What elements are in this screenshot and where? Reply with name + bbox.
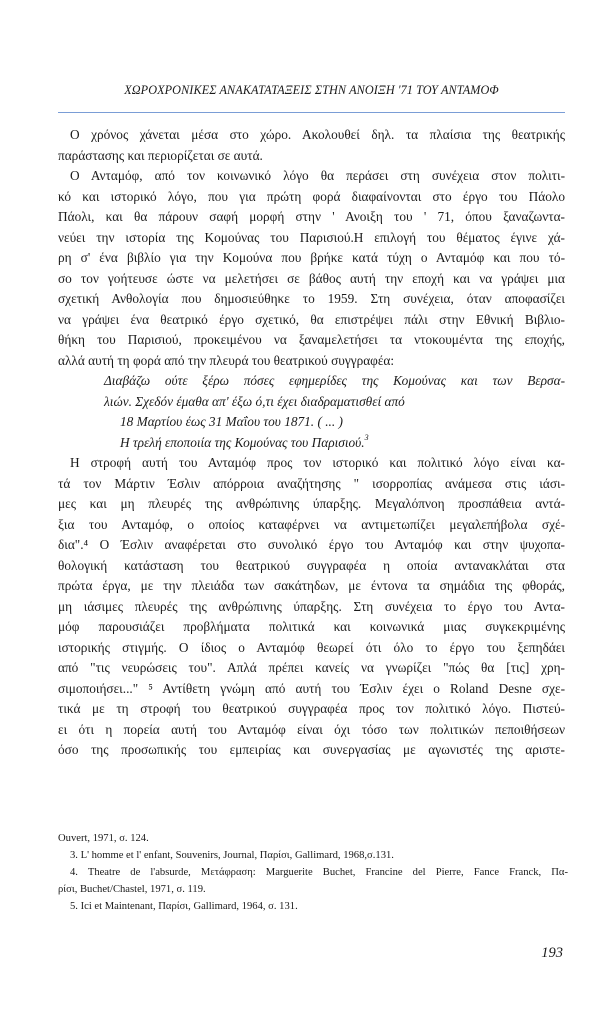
text-line: κό και ιστορικό λόγο, που για πρώτη φορά διαφαίνονται στο έργο του Πάολο (58, 188, 565, 204)
text-line: παράστασης και περιορίζεται σε αυτά. (58, 147, 263, 163)
text-line: όσο της προσωπικής του εμπειρίας και συνεργασίας με αγωνιστές της αριστε- (58, 742, 565, 757)
footnote-5: 5. Ici et Maintenant, Παρίσι, Gallimard, 1964, σ. 131. (70, 901, 298, 912)
text-line: από "τις νευρώσεις του". Απλά πρέπει κανείς να γνωρίζει "πώς θα [τις] χρη- (58, 660, 565, 675)
text-line: να γράψει ένα θεατρικό έργο σχετικό, θα επιστρέψει πάλι στην Εθνική Βιβλιο- (58, 311, 565, 327)
text-line: μη ιάσιμες πλευρές της ανθρώπινης ύπαρξης. Στη συνέχεια το έργο του Αντα- (58, 598, 565, 614)
quote-line (58, 433, 565, 454)
text-line: Η στροφή αυτή του Ανταμόφ προς τον ιστορικό και πολιτικό λόγο είναι κα- (70, 455, 565, 470)
text-line: Ο χρόνος χάνεται μέσα στο χώρο. Ακολουθεί δηλ. τα πλαίσια της θεατρικής (70, 127, 565, 142)
quote-line: 18 Μαρτίου έως 31 Μαΐου του 1871. ( ... ) (120, 414, 343, 429)
text-line: θολογική κατάσταση του θεατρικού συγγραφέα η οποία αντανακλάται στα (58, 557, 565, 573)
text-line: Ο Ανταμόφ, από τον κοινωνικό λόγο θα περάσει στη συνέχεια στον πολιτι- (70, 168, 565, 183)
text-line: Πάολι, και θα πάρουν σαφή μορφή στην ' Ανοιξη του ' 71, όπου ξαναζωντα- (58, 209, 565, 224)
text-line: ρη σ' ένα βιβλίο για την Κομούνα που βρήκε κατά τύχη ο Ανταμόφ και που τό- (58, 250, 565, 265)
text-line: ιστορικής στιγμής. Ο ίδιος ο Ανταμόφ θεωρεί ότι όλο το έργο του ξεπηδάει (58, 639, 565, 655)
header-rule (58, 112, 565, 113)
text-line: νεύει την ιστορία της Κομούνας του Παρισιού.Η επιλογή του θέματος έγινε χά- (58, 229, 565, 245)
footnote-4: 4. Theatre de l'absurde, Μετάφραση: Marguerite Buchet, Francine del Pierre, Fance Franck, Πα- (70, 867, 568, 878)
footnote-ref: 3 (364, 432, 369, 442)
footnote-3: 3. L' homme et l' enfant, Souvenirs, Journal, Παρίσι, Gallimard, 1968,σ.131. (70, 850, 394, 861)
text-line: σιμοποιήσει..." ⁵ Αντίθετη γνώμη από αυτή του Έσλιν έχει ο Roland Desne σχε- (58, 680, 565, 696)
text-line: δια".⁴ Ο Έσλιν αναφέρεται στο συνολικό έργο του Ανταμόφ και στην ψυχοπα- (58, 537, 565, 552)
quote-line: Διαβάζω ούτε ξέρω πόσες εφημερίδες της Κομούνας και των Βερσα- (104, 373, 565, 388)
text-line: σο τον γοήτευσε ώστε να μελετήσει σε βάθος αυτή την εποχή και να γράψει μια (58, 270, 565, 286)
footnotes (58, 830, 568, 915)
text-line: σχετική Ανθολογία που δημοσιεύθηκε το 1959. Στη συνέχεια, όταν αποφασίζει (58, 291, 565, 306)
main-text (58, 125, 565, 761)
text-line: ει ότι η πορεία αυτή του Ανταμόφ είναι όχι τόσο των πολιτικών πεποιθήσεων (58, 721, 565, 737)
quote-line: λιών. Σχεδόν έμαθα απ' έξω ό,τι έχει διαδραματισθεί από (104, 393, 405, 409)
text-line: ξια του Ανταμόφ, ο οποίος καταφέρνει να αντιμετωπίζει μεγαλεπήβολα σχέ- (58, 516, 565, 532)
text-line: θήκη του Παρισιού, προκειμένου να ξαναμελετήσει τα ντοκουμέντα της εποχής, (58, 332, 565, 347)
text-line: μόφ παρουσιάζει προβλήματα πολιτικά και κοινωνικά μιας συγκεκριμένης (58, 619, 565, 634)
running-header: ΧΩΡΟΧΡΟΝΙΚΕΣ ΑΝΑΚΑΤΑΤΑΞΕΙΣ ΣΤΗΝ ΑΝΟΙΞΗ '71 ΤΟΥ ΑΝΤΑΜΟΦ (124, 83, 499, 97)
quote-text: Η τρελή εποποιία της Κομούνας του Παρισιού. (120, 434, 365, 450)
footnote-continued: Ouvert, 1971, σ. 124. (58, 833, 149, 844)
text-line: τά τον Μάρτιν Έσλιν απόρροια αναζήτησης " ισορροπίας ανάμεσα στις ιάσι- (58, 475, 565, 491)
text-line: τικά με τη στροφή του θεατρικού συγγραφέα προς τον πολιτικό λόγο. Πιστεύ- (58, 701, 565, 716)
text-line: αλλά αυτή τη φορά από την πλευρά του θεατρικού συγγραφέα: (58, 352, 395, 368)
text-line: μες και μη πλευρές της ανθρώπινης ύπαρξης. Μεγαλόπνοη προσπάθεια αντά- (58, 496, 565, 511)
footnote-4-continued: ρίσι, Buchet/Chastel, 1971, σ. 119. (58, 884, 206, 895)
text-line: πρώτα έργα, με την πλειάδα των σακάτηδων, με έντονα τα σημάδια της φθοράς, (58, 578, 565, 593)
page-number: 193 (541, 945, 563, 961)
